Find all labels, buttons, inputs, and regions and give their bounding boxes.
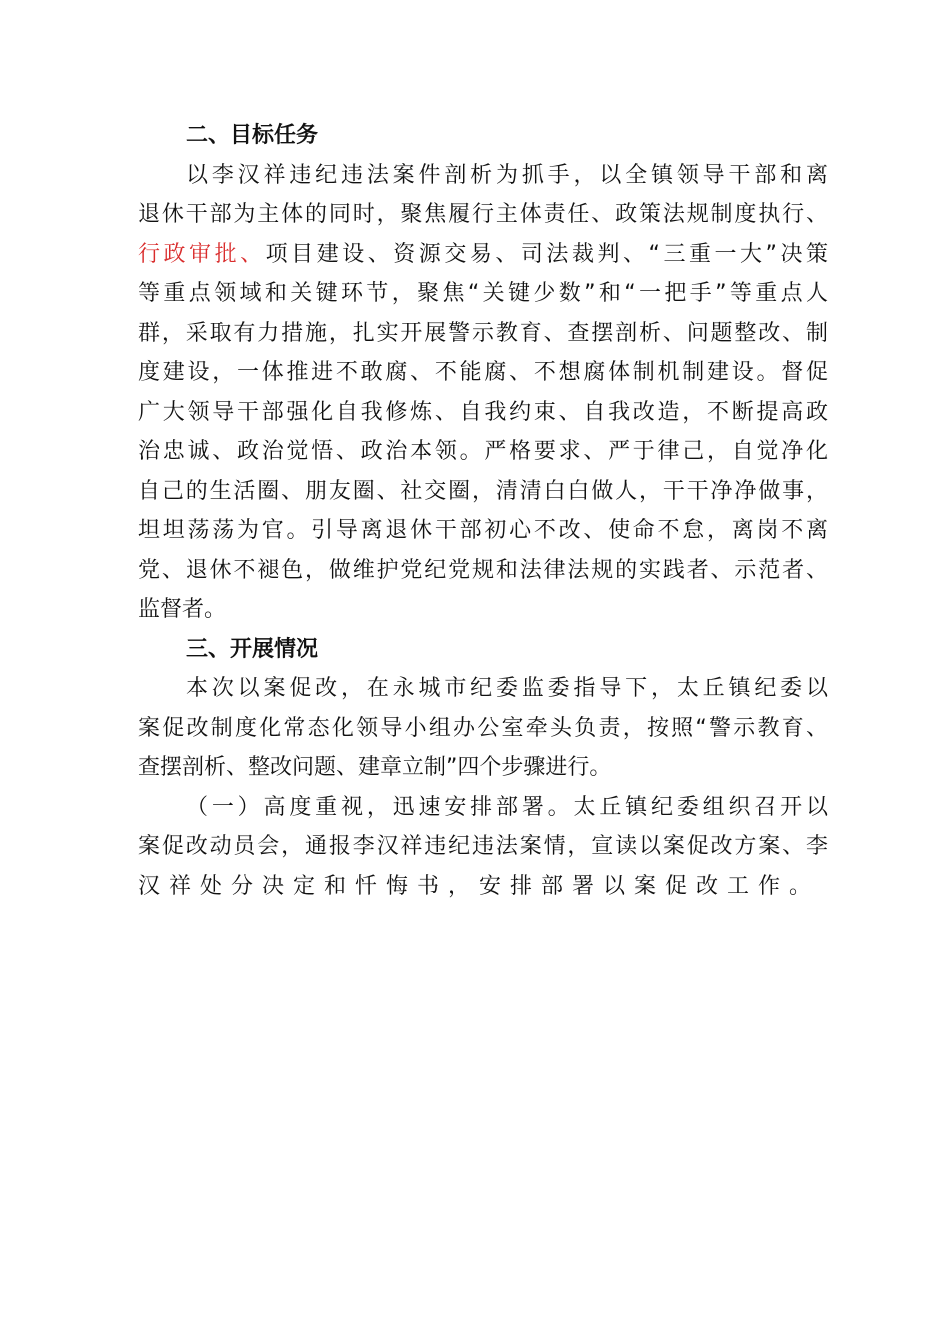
paragraph-line: 党、退休不褪色，做维护党纪党规和法律法规的实践者、示范者、 <box>138 557 828 583</box>
paragraph-line: 案促改制度化常态化领导小组办公室牵头负责，按照“警示教育、 <box>138 715 828 741</box>
paragraph-line: 以李汉祥违纪违法案件剖析为抓手，以全镇领导干部和离 <box>186 162 828 188</box>
paragraph-progress-intro <box>138 669 828 788</box>
paragraph-goals <box>138 156 828 630</box>
paragraph-line: 自己的生活圈、朋友圈、社交圈，清清白白做人，干干净净做事， <box>138 478 828 504</box>
paragraph-line: 汉祥处分决定和忏悔书，安排部署以案促改工作。 <box>138 873 821 899</box>
paragraph-line: 坦坦荡荡为官。引导离退休干部初心不改、使命不怠，离岗不离 <box>138 518 828 543</box>
paragraph-line: 群，采取有力措施，扎实开展警示教育、查摆剖析、问题整改、制 <box>138 320 828 346</box>
paragraph-line: 治忠诚、政治觉悟、政治本领。严格要求、严于律己，自觉净化 <box>138 439 828 464</box>
paragraph-text: 项目建设、资源交易、司法裁判、“三重一大”决策 <box>265 241 828 267</box>
section-heading-progress: 三、开展情况 <box>186 636 319 662</box>
paragraph-line: 本次以案促改，在永城市纪委监委指导下，太丘镇纪委以 <box>186 676 828 701</box>
paragraph-line: 广大领导干部强化自我修炼、自我约束、自我改造，不断提高政 <box>138 399 828 425</box>
paragraph-line <box>138 235 828 275</box>
paragraph-line: 度建设，一体推进不敢腐、不能腐、不想腐体制机制建设。督促 <box>138 360 828 385</box>
section-heading-goals: 二、目标任务 <box>186 123 319 148</box>
paragraph-line: （一）高度重视，迅速安排部署。太丘镇纪委组织召开以 <box>186 794 828 820</box>
paragraph-progress-step1 <box>138 788 828 907</box>
paragraph-line: 查摆剖析、整改问题、建章立制”四个步骤进行。 <box>138 755 612 780</box>
document-body <box>138 116 828 906</box>
highlighted-text: 行政审批、 <box>138 241 266 267</box>
paragraph-line: 退休干部为主体的同时，聚焦履行主体责任、政策法规制度执行、 <box>138 202 828 227</box>
paragraph-line: 等重点领域和关键环节，聚焦“关键少数”和“一把手”等重点人 <box>138 281 828 306</box>
paragraph-line: 监督者。 <box>138 597 227 622</box>
paragraph-line: 案促改动员会，通报李汉祥违纪违法案情，宣读以案促改方案、李 <box>138 834 828 859</box>
